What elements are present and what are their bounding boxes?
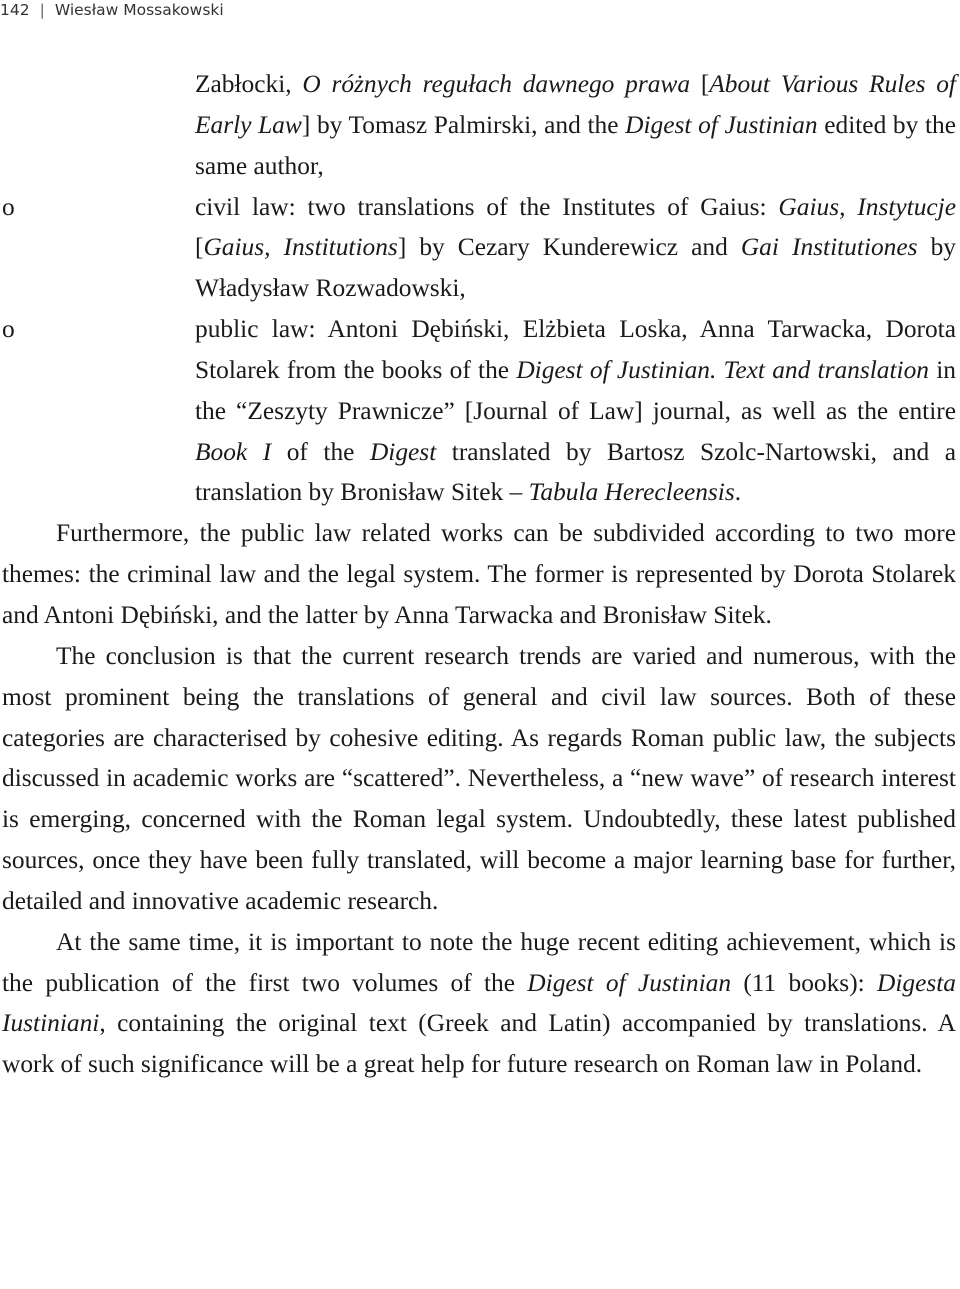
page-body bbox=[2, 64, 956, 1085]
header-separator: | bbox=[39, 1, 45, 19]
list-item-civil-law: o civil law: two translations of the Institutes of Gaius: Gaius, Instytucje [Gaius, Institutions] by Cezary Kunderewicz and Gai Institutiones by Władysław Rozwadowski, bbox=[195, 187, 956, 310]
list-item-public-law: o public law: Antoni Dębiński, Elżbieta Loska, Anna Tarwacka, Dorota Stolarek from the books of the Digest of Justinian. Text and translation in the “Zeszyty Prawnicze” [Journal of Law] journal, as well as the entire Book I of the Digest translated by Bartosz Szolc-Nartowski, and a translation by Bronisław Sitek – Tabula Herecleensis. bbox=[195, 309, 956, 513]
header-author: Wiesław Mossakowski bbox=[54, 1, 224, 19]
page-number: 142 bbox=[0, 1, 30, 19]
paragraph-conclusion: The conclusion is that the current research trends are varied and numerous, with the most prominent being the translations of general and civil law sources. Both of these categories are characterised by cohesive editing. As regards Roman public law, the subjects discussed in academic works are “scattered”. Nevertheless, a “new wave” of research interest is emerging, concerned with the Roman legal system. Undoubtedly, these latest published sources, once they have been fully translated, will become a major learning base for further, detailed and innovative academic research. bbox=[2, 641, 956, 915]
list-continuation: Zabłocki, O różnych regułach dawnego prawa [About Various Rules of Early Law] by Tomasz Palmirski, and the Digest of Justinian edited by the same author, bbox=[195, 70, 956, 180]
paragraph-digest-achievement: At the same time, it is important to note the huge recent editing achievement, which is the publication of the first two volumes of the Digest of Justinian (11 books): Digesta Iustiniani, containing the original text (Greek and Latin) accompanied by translations. A work of such significance will be a great help for future research on Roman law in Poland. bbox=[2, 927, 956, 1079]
bullet-marker: o bbox=[2, 192, 15, 221]
sources-list bbox=[2, 187, 956, 514]
paragraph-public-law-themes: Furthermore, the public law related works can be subdivided according to two more themes: the criminal law and the legal system. The former is represented by Dorota Stolarek and Antoni Dębiński, and the latter by Anna Tarwacka and Bronisław Sitek. bbox=[2, 519, 956, 629]
bullet-marker: o bbox=[2, 315, 15, 344]
running-header bbox=[0, 0, 224, 22]
